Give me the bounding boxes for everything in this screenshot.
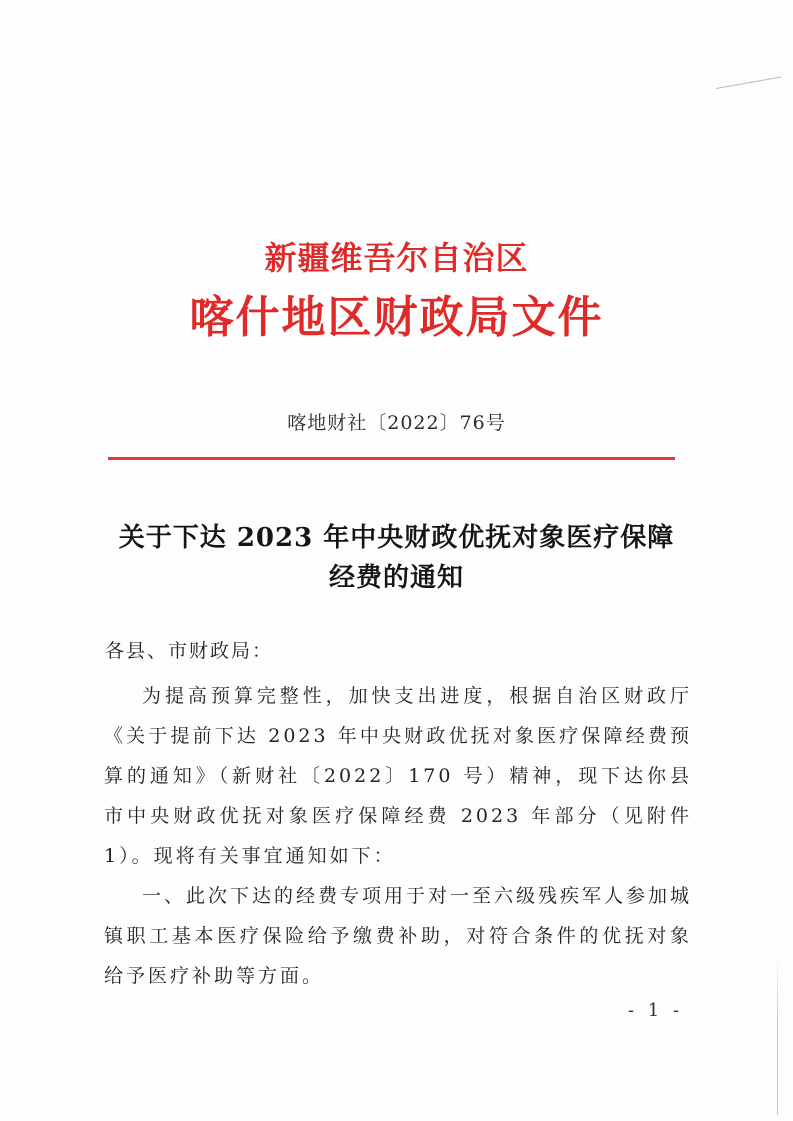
page-number: - 1 - xyxy=(628,1000,684,1021)
notice-title-line2: 经费的通知 xyxy=(328,563,464,593)
header-region-name: 新疆维吾尔自治区 xyxy=(264,239,529,277)
header-divider-rule xyxy=(108,457,675,460)
scan-artifact-edge xyxy=(777,955,778,1115)
body-text xyxy=(104,676,692,996)
document-number: 喀地财社〔2022〕76号 xyxy=(287,412,506,434)
notice-title-line1: 关于下达 2023 年中央财政优抚对象医疗保障 xyxy=(118,523,675,553)
body-paragraph: 为提高预算完整性，加快支出进度，根据自治区财政厅《关于提前下达 2023 年中央财政优抚对象医疗保障经费预算的通知》（新财社〔2022〕170 号）精神，现下达你县市中央财政优抚对象医疗保障经费 2023 年部分（见附件 1）。现将有关事宜通知如下： xyxy=(104,685,692,867)
document-header xyxy=(0,230,793,348)
body-paragraph: 一、此次下达的经费专项用于对一至六级残疾军人参加城镇职工基本医疗保险给予缴费补助，对符合条件的优抚对象给予医疗补助等方面。 xyxy=(104,885,693,987)
notice-title xyxy=(0,518,793,598)
scan-artifact-mark xyxy=(716,77,781,89)
salutation: 各县、市财政局： xyxy=(105,640,274,662)
header-agency-title: 喀什地区财政局文件 xyxy=(189,292,604,343)
